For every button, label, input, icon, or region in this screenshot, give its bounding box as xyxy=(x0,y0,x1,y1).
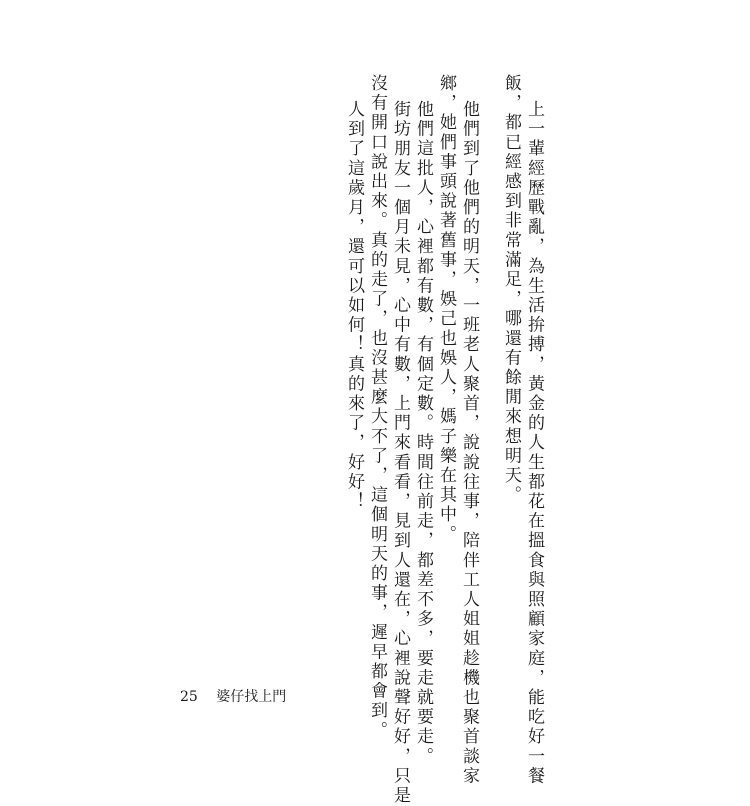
book-title: 婆仔找上門 xyxy=(216,689,287,705)
page-number: 25 xyxy=(180,689,198,705)
text-column-4: 鄉，她們事頭說著舊事，娛己也娛人，媽子樂在其中。 xyxy=(436,74,456,545)
text-column-3: 他們到了他們的明天，一班老人聚首，說說往事，陪伴工人姐姐趁機也聚首談家 xyxy=(459,100,479,786)
text-column-8: 人到了這歲月，還可以如何！真的來了，好好！ xyxy=(344,100,364,512)
page-footer xyxy=(180,686,286,706)
text-column-6: 街坊朋友一個月未見，心中有數，上門來看看，見到人還在，心裡說聲好好，只是 xyxy=(390,100,410,806)
text-column-2: 飯，都已經感到非常滿足，哪還有餘閒來想明天。 xyxy=(501,74,521,506)
text-column-7: 沒有開口說出來。真的走了，也沒甚麼大不了，這個明天的事，遲早都會到。 xyxy=(367,74,387,741)
text-column-1: 上一輩經歷戰亂，為生活拚搏，黃金的人生都花在搵食與照顧家庭，能吃好一餐 xyxy=(524,100,544,786)
text-column-5: 他們這批人，心裡都有數，有個定數。時間往前走，都差不多，要走就要走。 xyxy=(413,100,433,767)
